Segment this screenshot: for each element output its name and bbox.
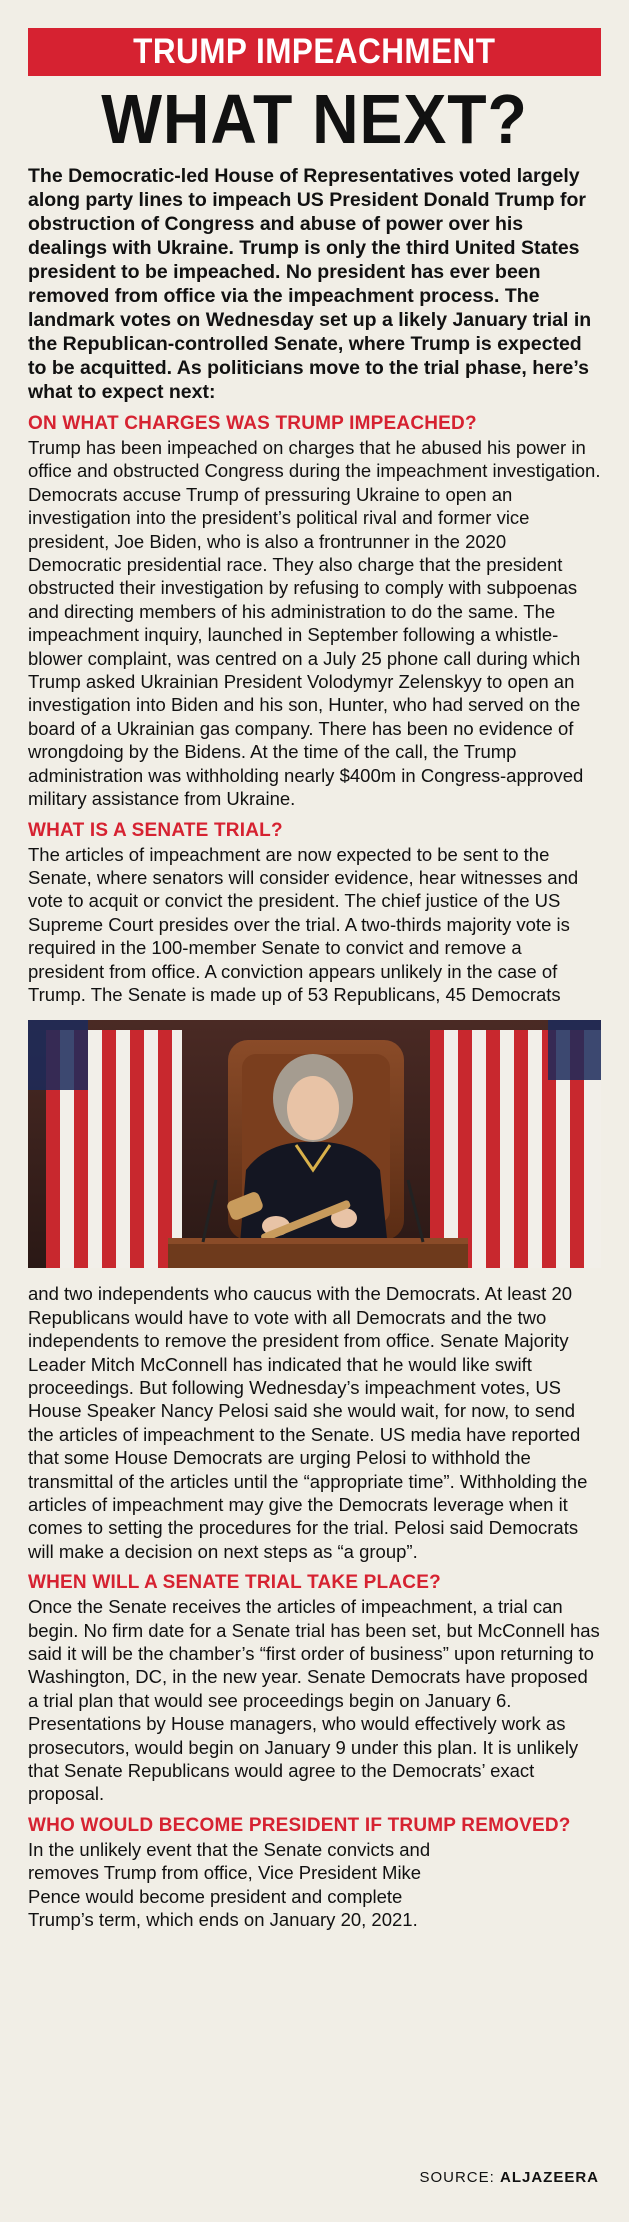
section-body-succession [28, 1838, 601, 1932]
senate-trial-text-part2: and two independents who caucus with the Democrats. At least 20 Republicans would have to vote with all Democrats and the two independents to remove the president from office. Senate Majority Leader Mitch McConnell has indicated that he would like swift proceedings. But following Wednesday’s impeachment votes, US House Speaker Nancy Pelosi said she would wait, for now, to send the articles of impeachment to the Senate. US media have reported that some House Democrats are urging Pelosi to withhold the transmittal of the articles until the “appropriate time”. Withholding the articles of impeachment may give the Democrats leverage when it comes to setting the procedures for the trial. Pelosi said Democrats will make a decision on next steps as “a group”. [28, 1283, 588, 1562]
intro-text: The Democratic-led House of Representatives voted largely along party lines to impeach US President Donald Trump for obstruction of Congress and abuse of power over his dealings with Ukraine. Trump is only the third United States president to be impeached. No president has ever been removed from office via the impeachment process. The landmark votes on Wednesday set up a likely January trial in the Republican-controlled Senate, where Trump is expected to be acquitted. As politicians move to the trial phase, here’s what to expect next: [28, 165, 592, 403]
charges-text: Trump has been impeached on charges that he abused his power in office and obstructed Congress during the impeachment investigation. Democrats accuse Trump of pressuring Ukraine to open an investigation into the president’s political rival and former vice president, Joe Biden, who is also a frontrunner in the 2020 Democratic presidential race. They also charge that the president obstructed their investigation by refusing to comply with subpoenas and directing members of his administration to do the same. The impeachment inquiry, launched in September following a whistle-blower complaint, was centred on a July 25 phone call during which Trump asked Ukrainian President Volodymyr Zelenskyy to open an investigation into Biden and his son, Hunter, who had served on the board of a Ukrainian gas company. There has been no evidence of wrongdoing by the Bidens. At the time of the call, the Trump administration was withholding nearly $400m in Congress-approved military assistance from Ukraine. [28, 437, 601, 810]
infographic [0, 28, 629, 2222]
photo-pelosi-gavel [28, 1020, 601, 1268]
source-credit [419, 2169, 599, 2186]
section-heading-senate-trial: WHAT IS A SENATE TRIAL? [28, 819, 283, 841]
section-body-charges [28, 436, 601, 811]
section-body-senate-trial-continued [28, 1282, 601, 1563]
header-banner [28, 28, 601, 76]
senate-trial-text-part1: The articles of impeachment are now expected to be sent to the Senate, where senators will consider evidence, hear witnesses and vote to acquit or convict the president. The chief justice of the US Supreme Court presides over the trial. A two-thirds majority vote is required in the 100-member Senate to convict and remove a president from office. A conviction appears unlikely in the case of Trump. The Senate is made up of 53 Republicans, 45 Democrats [28, 843, 579, 1005]
section-heading-succession: WHO WOULD BECOME PRESIDENT IF TRUMP REMOVED? [28, 1814, 571, 1836]
source-name: ALJAZEERA [499, 2169, 599, 2186]
trial-timing-text: Once the Senate receives the articles of impeachment, a trial can begin. No firm date for a Senate trial has been set, but McConnell has said it will be the chamber’s “first order of business” upon returning to Washington, DC, in the new year. Senate Democrats have proposed a trial plan that would see proceedings begin on January 6. Presentations by House managers, who would effectively work as prosecutors, would begin on January 9 under this plan. It is unlikely that Senate Republicans would agree to the Democrats’ exact proposal. [28, 1596, 600, 1805]
banner-text: TRUMP IMPEACHMENT [133, 32, 496, 71]
page-title: WHAT NEXT? [101, 80, 528, 158]
photo-illustration [28, 1020, 601, 1268]
section-heading-trial-timing: WHEN WILL A SENATE TRIAL TAKE PLACE? [28, 1572, 441, 1594]
intro-paragraph [28, 164, 601, 404]
section-body-trial-timing [28, 1595, 601, 1806]
section-body-senate-trial [28, 843, 601, 1007]
succession-text: In the unlikely event that the Senate convicts and removes Trump from office, Vice President Mike Pence would become president and complete Trump’s term, which ends on January 20, 2021. [28, 1838, 431, 1931]
section-heading-charges: ON WHAT CHARGES WAS TRUMP IMPEACHED? [28, 413, 477, 434]
source-label: SOURCE: [419, 2169, 495, 2186]
